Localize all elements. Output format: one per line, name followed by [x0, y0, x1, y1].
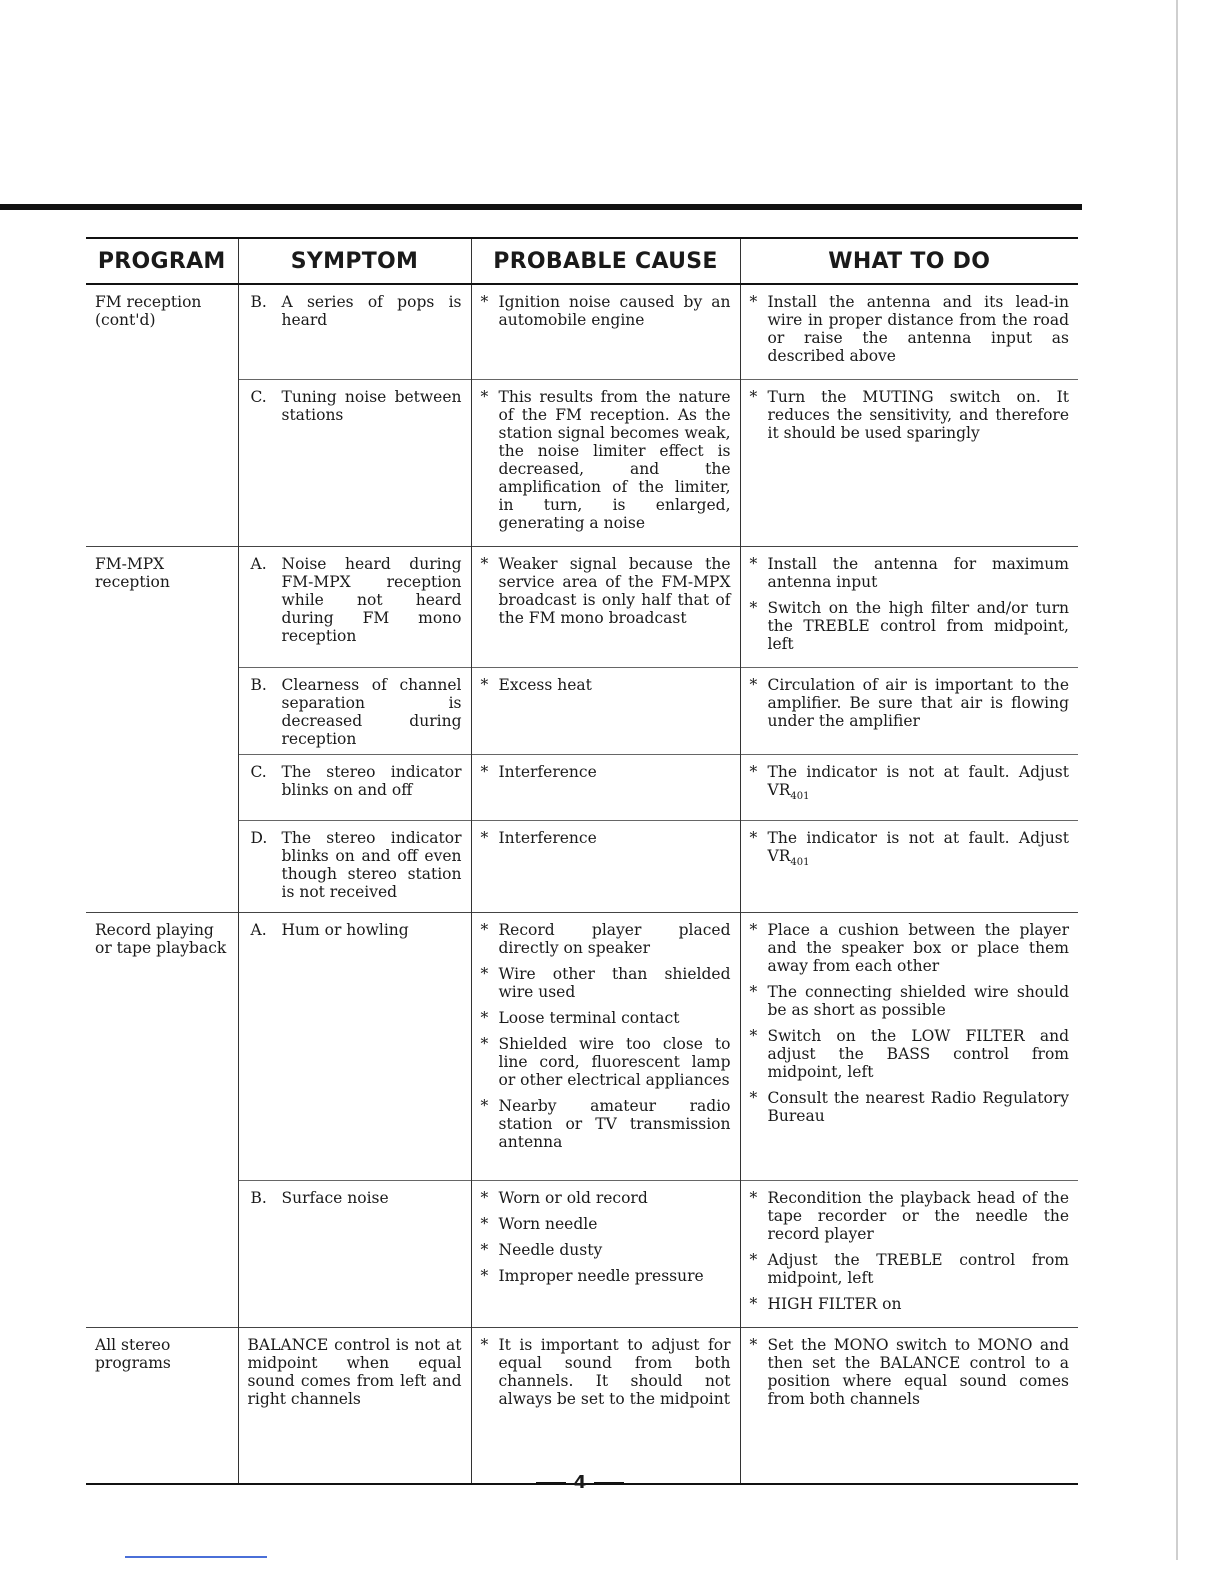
action-item — [750, 1251, 1070, 1287]
cause-text: Wire other than shielded wire used — [498, 965, 731, 1002]
troubleshooting-table — [86, 237, 1078, 1485]
cause-text: It is important to adjust for equal sound from both channels. It should not always be set to the midpoint — [498, 1336, 731, 1409]
symptom-cell — [238, 668, 471, 755]
program-cell: Record playing or tape playback — [86, 913, 238, 1181]
bullet-mark: * — [749, 1336, 758, 1355]
symptom-text: Tuning noise between stations — [281, 388, 462, 424]
header-row — [86, 238, 1078, 284]
action-text — [768, 983, 1070, 1019]
bullet-mark: * — [480, 1215, 489, 1234]
cause-text: Weaker signal because the service area of the FM-MPX broadcast is only half that of the FM mono broadcast — [498, 555, 731, 627]
table-body — [86, 284, 1078, 1484]
symptom-text: A series of pops is heard — [281, 293, 462, 329]
cause-item — [481, 293, 731, 329]
action-item — [750, 829, 1070, 872]
bullet-mark: * — [480, 1267, 489, 1286]
bottom-mark — [125, 1556, 267, 1558]
cause-item — [481, 1097, 731, 1151]
cause-item — [481, 1009, 731, 1027]
action-item — [750, 921, 1070, 975]
symptom-cell — [238, 380, 471, 547]
symptom-text: The stereo indicator blinks on and off — [281, 763, 462, 799]
action-text — [768, 1189, 1070, 1243]
action-item — [750, 1089, 1070, 1125]
page-number-value: 4 — [573, 1472, 587, 1493]
action-text-main: Set the MONO switch to MONO and then set the BALANCE control to a position where equal sound comes from both channels — [767, 1336, 1069, 1409]
bullet-mark: * — [480, 676, 489, 694]
action-item — [750, 1336, 1070, 1408]
bullet-mark: * — [480, 293, 489, 311]
cause-text: Record player placed directly on speaker — [498, 921, 731, 958]
action-text-main: Switch on the high filter and/or turn the TREBLE control from midpoint, left — [767, 599, 1069, 653]
bullet-mark: * — [480, 388, 489, 406]
cause-item — [481, 965, 731, 1001]
cause-item — [481, 1241, 731, 1259]
cause-item — [481, 1189, 731, 1207]
symptom-letter: C. — [250, 388, 267, 406]
table-row — [86, 1328, 1078, 1484]
action-text — [768, 921, 1070, 975]
action-item — [750, 388, 1070, 442]
action-item — [750, 599, 1070, 653]
symptom-text: Hum or howling — [281, 921, 409, 940]
cause-text: Excess heat — [498, 676, 592, 694]
symptom-letter: A. — [250, 555, 267, 573]
bullet-mark: * — [480, 555, 489, 573]
symptom-text: Surface noise — [281, 1189, 389, 1208]
table-row — [86, 284, 1078, 380]
action-text — [768, 1251, 1070, 1287]
symptom-cell — [238, 821, 471, 913]
bullet-mark: * — [480, 829, 489, 848]
action-text — [768, 1295, 1070, 1313]
action-text — [768, 388, 1070, 442]
action-cell — [740, 821, 1078, 913]
table-row — [86, 547, 1078, 668]
cause-item — [481, 829, 731, 847]
page-number — [0, 1472, 1160, 1493]
action-text-main: HIGH FILTER on — [767, 1295, 902, 1314]
cause-text: Nearby amateur radio station or TV transmission antenna — [498, 1097, 731, 1152]
bullet-mark: * — [749, 1251, 758, 1270]
symptom-letter: C. — [250, 763, 267, 781]
table-row — [86, 668, 1078, 755]
action-text — [768, 599, 1070, 653]
action-text-main: Circulation of air is important to the amplifier. Be sure that air is flowing under the amplifier — [767, 676, 1069, 730]
bullet-mark: * — [480, 1035, 489, 1054]
cause-cell — [471, 547, 740, 668]
cause-text: Ignition noise caused by an automobile engine — [498, 293, 731, 329]
cause-cell — [471, 284, 740, 380]
symptom-letter: B. — [250, 676, 267, 694]
action-item — [750, 293, 1070, 365]
bullet-mark: * — [480, 965, 489, 984]
cause-item — [481, 763, 731, 781]
action-text — [768, 1336, 1070, 1408]
program-cell: FM-MPX reception — [86, 547, 238, 668]
bullet-mark: * — [480, 1009, 489, 1028]
cause-text: Interference — [498, 763, 597, 781]
bullet-mark: * — [749, 676, 758, 694]
header-symptom: SYMPTOM — [238, 238, 471, 284]
action-text-main: The connecting shielded wire should be as short as possible — [767, 983, 1069, 1020]
table-row — [86, 913, 1078, 1181]
symptom-letter: D. — [250, 829, 268, 848]
action-cell — [740, 1328, 1078, 1484]
symptom-letter: B. — [250, 1189, 267, 1208]
cause-item — [481, 1215, 731, 1233]
symptom-text: The stereo indicator blinks on and off even though stereo station is not received — [281, 829, 462, 902]
action-cell — [740, 284, 1078, 380]
header-cause: PROBABLE CAUSE — [471, 238, 740, 284]
action-text — [768, 1027, 1070, 1081]
bullet-mark: * — [749, 293, 758, 311]
cause-item — [481, 676, 731, 694]
symptom-cell — [238, 284, 471, 380]
action-text-main: Recondition the playback head of the tape recorder or the needle the record player — [767, 1189, 1069, 1244]
action-cell — [740, 755, 1078, 821]
cause-cell — [471, 1328, 740, 1484]
symptom-text: BALANCE control is not at midpoint when equal sound comes from left and right channels — [247, 1336, 462, 1409]
program-cell — [86, 380, 238, 547]
bullet-mark: * — [749, 983, 758, 1002]
cause-item — [481, 1035, 731, 1089]
bullet-mark: * — [480, 1189, 489, 1208]
action-text — [768, 555, 1070, 591]
action-item — [750, 1027, 1070, 1081]
top-rule — [0, 204, 1082, 210]
cause-text: Shielded wire too close to line cord, fluorescent lamp or other electrical appliances — [498, 1035, 731, 1090]
program-cell — [86, 1181, 238, 1328]
action-text — [768, 676, 1070, 730]
cause-cell — [471, 755, 740, 821]
cause-cell — [471, 1181, 740, 1328]
action-item — [750, 555, 1070, 591]
symptom-cell — [238, 547, 471, 668]
action-text-main: Switch on the LOW FILTER and adjust the BASS control from midpoint, left — [767, 1027, 1069, 1082]
symptom-letter: B. — [250, 293, 267, 311]
cause-item — [481, 1267, 731, 1285]
table-row — [86, 1181, 1078, 1328]
cause-item — [481, 1336, 731, 1408]
symptom-letter: A. — [250, 921, 267, 940]
cause-text: Needle dusty — [498, 1241, 603, 1260]
bullet-mark: * — [749, 1027, 758, 1046]
action-cell — [740, 547, 1078, 668]
bullet-mark: * — [749, 921, 758, 940]
cause-cell — [471, 380, 740, 547]
symptom-cell — [238, 1181, 471, 1328]
symptom-cell — [238, 913, 471, 1181]
action-text-main: The indicator is not at fault. Adjust VR — [767, 763, 1069, 799]
program-cell: FM reception (cont'd) — [86, 284, 238, 380]
bullet-mark: * — [749, 1295, 758, 1314]
bullet-mark: * — [480, 1336, 489, 1355]
bullet-mark: * — [749, 599, 758, 617]
action-subscript: 401 — [790, 857, 810, 869]
bullet-mark: * — [749, 829, 758, 848]
bullet-mark: * — [749, 1189, 758, 1208]
header-program: PROGRAM — [86, 238, 238, 284]
cause-text: Worn needle — [498, 1215, 598, 1234]
program-cell — [86, 755, 238, 821]
action-text-main: Install the antenna and its lead-in wire in proper distance from the road or raise the antenna input as described above — [767, 293, 1069, 365]
symptom-text: Clearness of channel separation is decreased during reception — [281, 676, 462, 748]
action-item — [750, 763, 1070, 806]
bullet-mark: * — [749, 1089, 758, 1108]
action-subscript: 401 — [790, 791, 810, 803]
cause-text: This results from the nature of the FM reception. As the station signal becomes weak, the noise limiter effect is decreased, and the amplification of the limiter, in turn, is enlarged, generating a noise — [498, 388, 731, 532]
action-cell — [740, 913, 1078, 1181]
program-cell — [86, 668, 238, 755]
cause-cell — [471, 668, 740, 755]
action-text — [768, 293, 1070, 365]
page-dash-left — [536, 1482, 566, 1484]
bullet-mark: * — [749, 763, 758, 781]
action-text — [768, 829, 1070, 872]
action-cell — [740, 1181, 1078, 1328]
action-item — [750, 1295, 1070, 1313]
action-text — [768, 1089, 1070, 1125]
action-item — [750, 983, 1070, 1019]
symptom-cell — [238, 755, 471, 821]
bullet-mark: * — [480, 921, 489, 940]
action-text-main: Install the antenna for maximum antenna input — [767, 555, 1069, 591]
cause-text: Interference — [498, 829, 597, 848]
cause-item — [481, 555, 731, 627]
bullet-mark: * — [749, 555, 758, 573]
action-text-main: Consult the nearest Radio Regulatory Bureau — [767, 1089, 1069, 1126]
cause-text: Worn or old record — [498, 1189, 648, 1208]
table-row — [86, 380, 1078, 547]
action-cell — [740, 380, 1078, 547]
program-cell — [86, 821, 238, 913]
action-text-main: The indicator is not at fault. Adjust VR — [767, 829, 1069, 866]
table-row — [86, 755, 1078, 821]
cause-text: Improper needle pressure — [498, 1267, 704, 1286]
symptom-text: Noise heard during FM-MPX reception while not heard during FM mono reception — [281, 555, 462, 645]
cause-cell — [471, 913, 740, 1181]
action-text-main: Place a cushion between the player and the speaker box or place them away from each other — [767, 921, 1069, 976]
bullet-mark: * — [480, 763, 489, 781]
action-cell — [740, 668, 1078, 755]
cause-item — [481, 388, 731, 532]
bullet-mark: * — [480, 1241, 489, 1260]
action-text — [768, 763, 1070, 806]
header-todo: WHAT TO DO — [740, 238, 1078, 284]
page-dash-right — [594, 1482, 624, 1484]
action-text-main: Turn the MUTING switch on. It reduces the sensitivity, and therefore it should be used sparingly — [767, 388, 1069, 442]
cause-cell — [471, 821, 740, 913]
symptom-cell — [238, 1328, 471, 1484]
bullet-mark: * — [749, 388, 758, 406]
cause-item — [481, 921, 731, 957]
action-item — [750, 1189, 1070, 1243]
program-cell: All stereo programs — [86, 1328, 238, 1484]
action-item — [750, 676, 1070, 730]
table-row — [86, 821, 1078, 913]
bullet-mark: * — [480, 1097, 489, 1116]
cause-text: Loose terminal contact — [498, 1009, 680, 1028]
action-text-main: Adjust the TREBLE control from midpoint, left — [767, 1251, 1069, 1288]
page-edge — [1176, 0, 1178, 1560]
